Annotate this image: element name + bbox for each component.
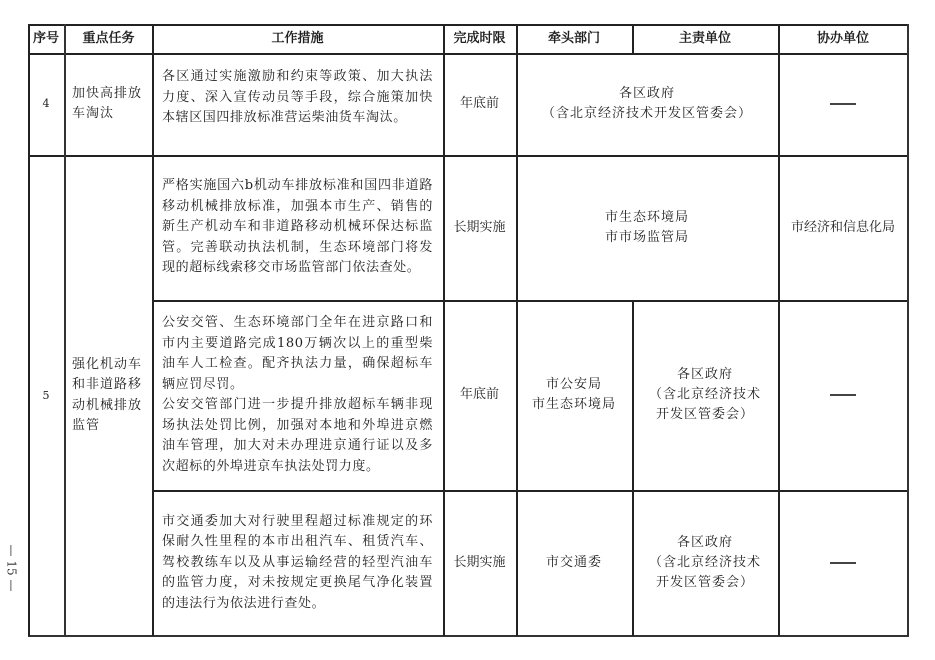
row5b-measure-p2: 公安交管部门进一步提升排放超标车辆非现场执法处罚比例，加强对本地和外埠进京燃油车管理，加大对未办理进京通行证以及多次超标的外埠进京车执法处罚力度。 [162, 397, 433, 474]
col-divider-6 [778, 24, 780, 636]
header-task: 重点任务 [82, 30, 135, 46]
page-number-text: — 15 — [4, 544, 18, 592]
header-lead-dept: 牵头部门 [547, 30, 600, 46]
col-divider-2 [152, 24, 154, 636]
row5b-measure [152, 300, 443, 490]
empty-dash [830, 562, 856, 564]
task-table [28, 24, 908, 636]
row4-assist [778, 53, 908, 155]
divider-header [28, 53, 908, 55]
header-no: 序号 [32, 30, 59, 46]
row4-task: 加快高排放车淘汰 [72, 85, 143, 121]
col-divider-4 [516, 24, 518, 636]
header-deadline: 完成时限 [453, 30, 506, 46]
page-number [2, 528, 20, 608]
row5c-assist [778, 490, 908, 636]
col-divider-5-lower [632, 300, 634, 636]
row5a-deadline: 长期实施 [453, 219, 506, 235]
row4-main-line2: （含北京经济技术开发区管委会） [541, 106, 752, 121]
row5a-main-line1: 市生态环境局 [604, 209, 689, 225]
row4-measure: 各区通过实施激励和约束等政策、加大执法力度、深入宣传动员等手段，综合施策加快本辖区国四排放标准营运柴油货车淘汰。 [162, 69, 433, 126]
row5a-main-line2: 市市场监管局 [604, 229, 689, 245]
row5c-lead-line1: 市交通委 [545, 555, 602, 570]
header-assist-unit: 协办单位 [816, 30, 869, 46]
row5b-measure-p1: 公安交管、生态环境部门全年在进京路口和市内主要道路完成180万辆次以上的重型柴油车人工检查。配齐执法力量，确保超标车辆应罚尽罚。 [162, 315, 433, 392]
divider-sub1 [152, 300, 908, 302]
border-bottom [28, 635, 909, 637]
row5b-lead [516, 300, 632, 490]
row5c-main [632, 490, 778, 636]
row5a-lead-main [516, 155, 778, 300]
row5b-lead-line1: 市公安局 [545, 377, 602, 392]
col-divider-1 [64, 24, 66, 636]
row4-deadline: 年底前 [459, 96, 499, 111]
border-top [28, 24, 908, 26]
row5c-main-line3: 开发区管委会） [655, 575, 754, 590]
row5c-main-line2: （含北京经济技术 [648, 555, 761, 570]
border-left [28, 24, 30, 636]
row4-no: 4 [42, 97, 50, 110]
row5-task: 强化机动车和非道路移动机械排放监管 [72, 356, 143, 433]
row4-lead-main [516, 53, 778, 155]
row5-no: 5 [42, 388, 50, 402]
row5c-lead [516, 490, 632, 636]
col-divider-5-header [632, 24, 634, 53]
row5a-measure: 严格实施国六b机动车排放标准和国四非道路移动机械排放标准，加强本市生产、销售的新生产机动车和非道路移动机械环保达标监管。完善联动执法机制，生态环境部门将发现的超标线索移交市场监管部门依法查处。 [162, 178, 433, 276]
row5c-deadline: 长期实施 [453, 555, 506, 570]
divider-sub2 [152, 490, 908, 492]
header-measure: 工作措施 [271, 30, 324, 46]
row5b-assist [778, 300, 908, 490]
row5b-deadline: 年底前 [459, 387, 499, 402]
row5b-main-line3: 开发区管委会） [655, 407, 754, 422]
border-right [907, 24, 909, 637]
row5b-main [632, 300, 778, 490]
empty-dash [830, 103, 856, 105]
row5c-measure: 市交通委加大对行驶里程超过标准规定的环保耐久性里程的本市出租汽车、租赁汽车、驾校教练车以及从事运输经营的轻型汽油车的监管力度，对未按规定更换尾气净化装置的违法行为依法进行查处。 [162, 513, 433, 611]
row5b-main-line2: （含北京经济技术 [648, 387, 761, 402]
empty-dash [830, 394, 856, 396]
col-divider-3 [443, 24, 445, 636]
header-main-unit: 主责单位 [678, 30, 731, 46]
row5a-assist: 市经济和信息化局 [790, 219, 895, 235]
row4-main-line1: 各区政府 [618, 86, 675, 101]
row5b-lead-line2: 市生态环境局 [531, 397, 616, 412]
row5b-main-line1: 各区政府 [676, 367, 733, 382]
row5c-main-line1: 各区政府 [676, 535, 733, 550]
divider-row4 [28, 155, 908, 157]
